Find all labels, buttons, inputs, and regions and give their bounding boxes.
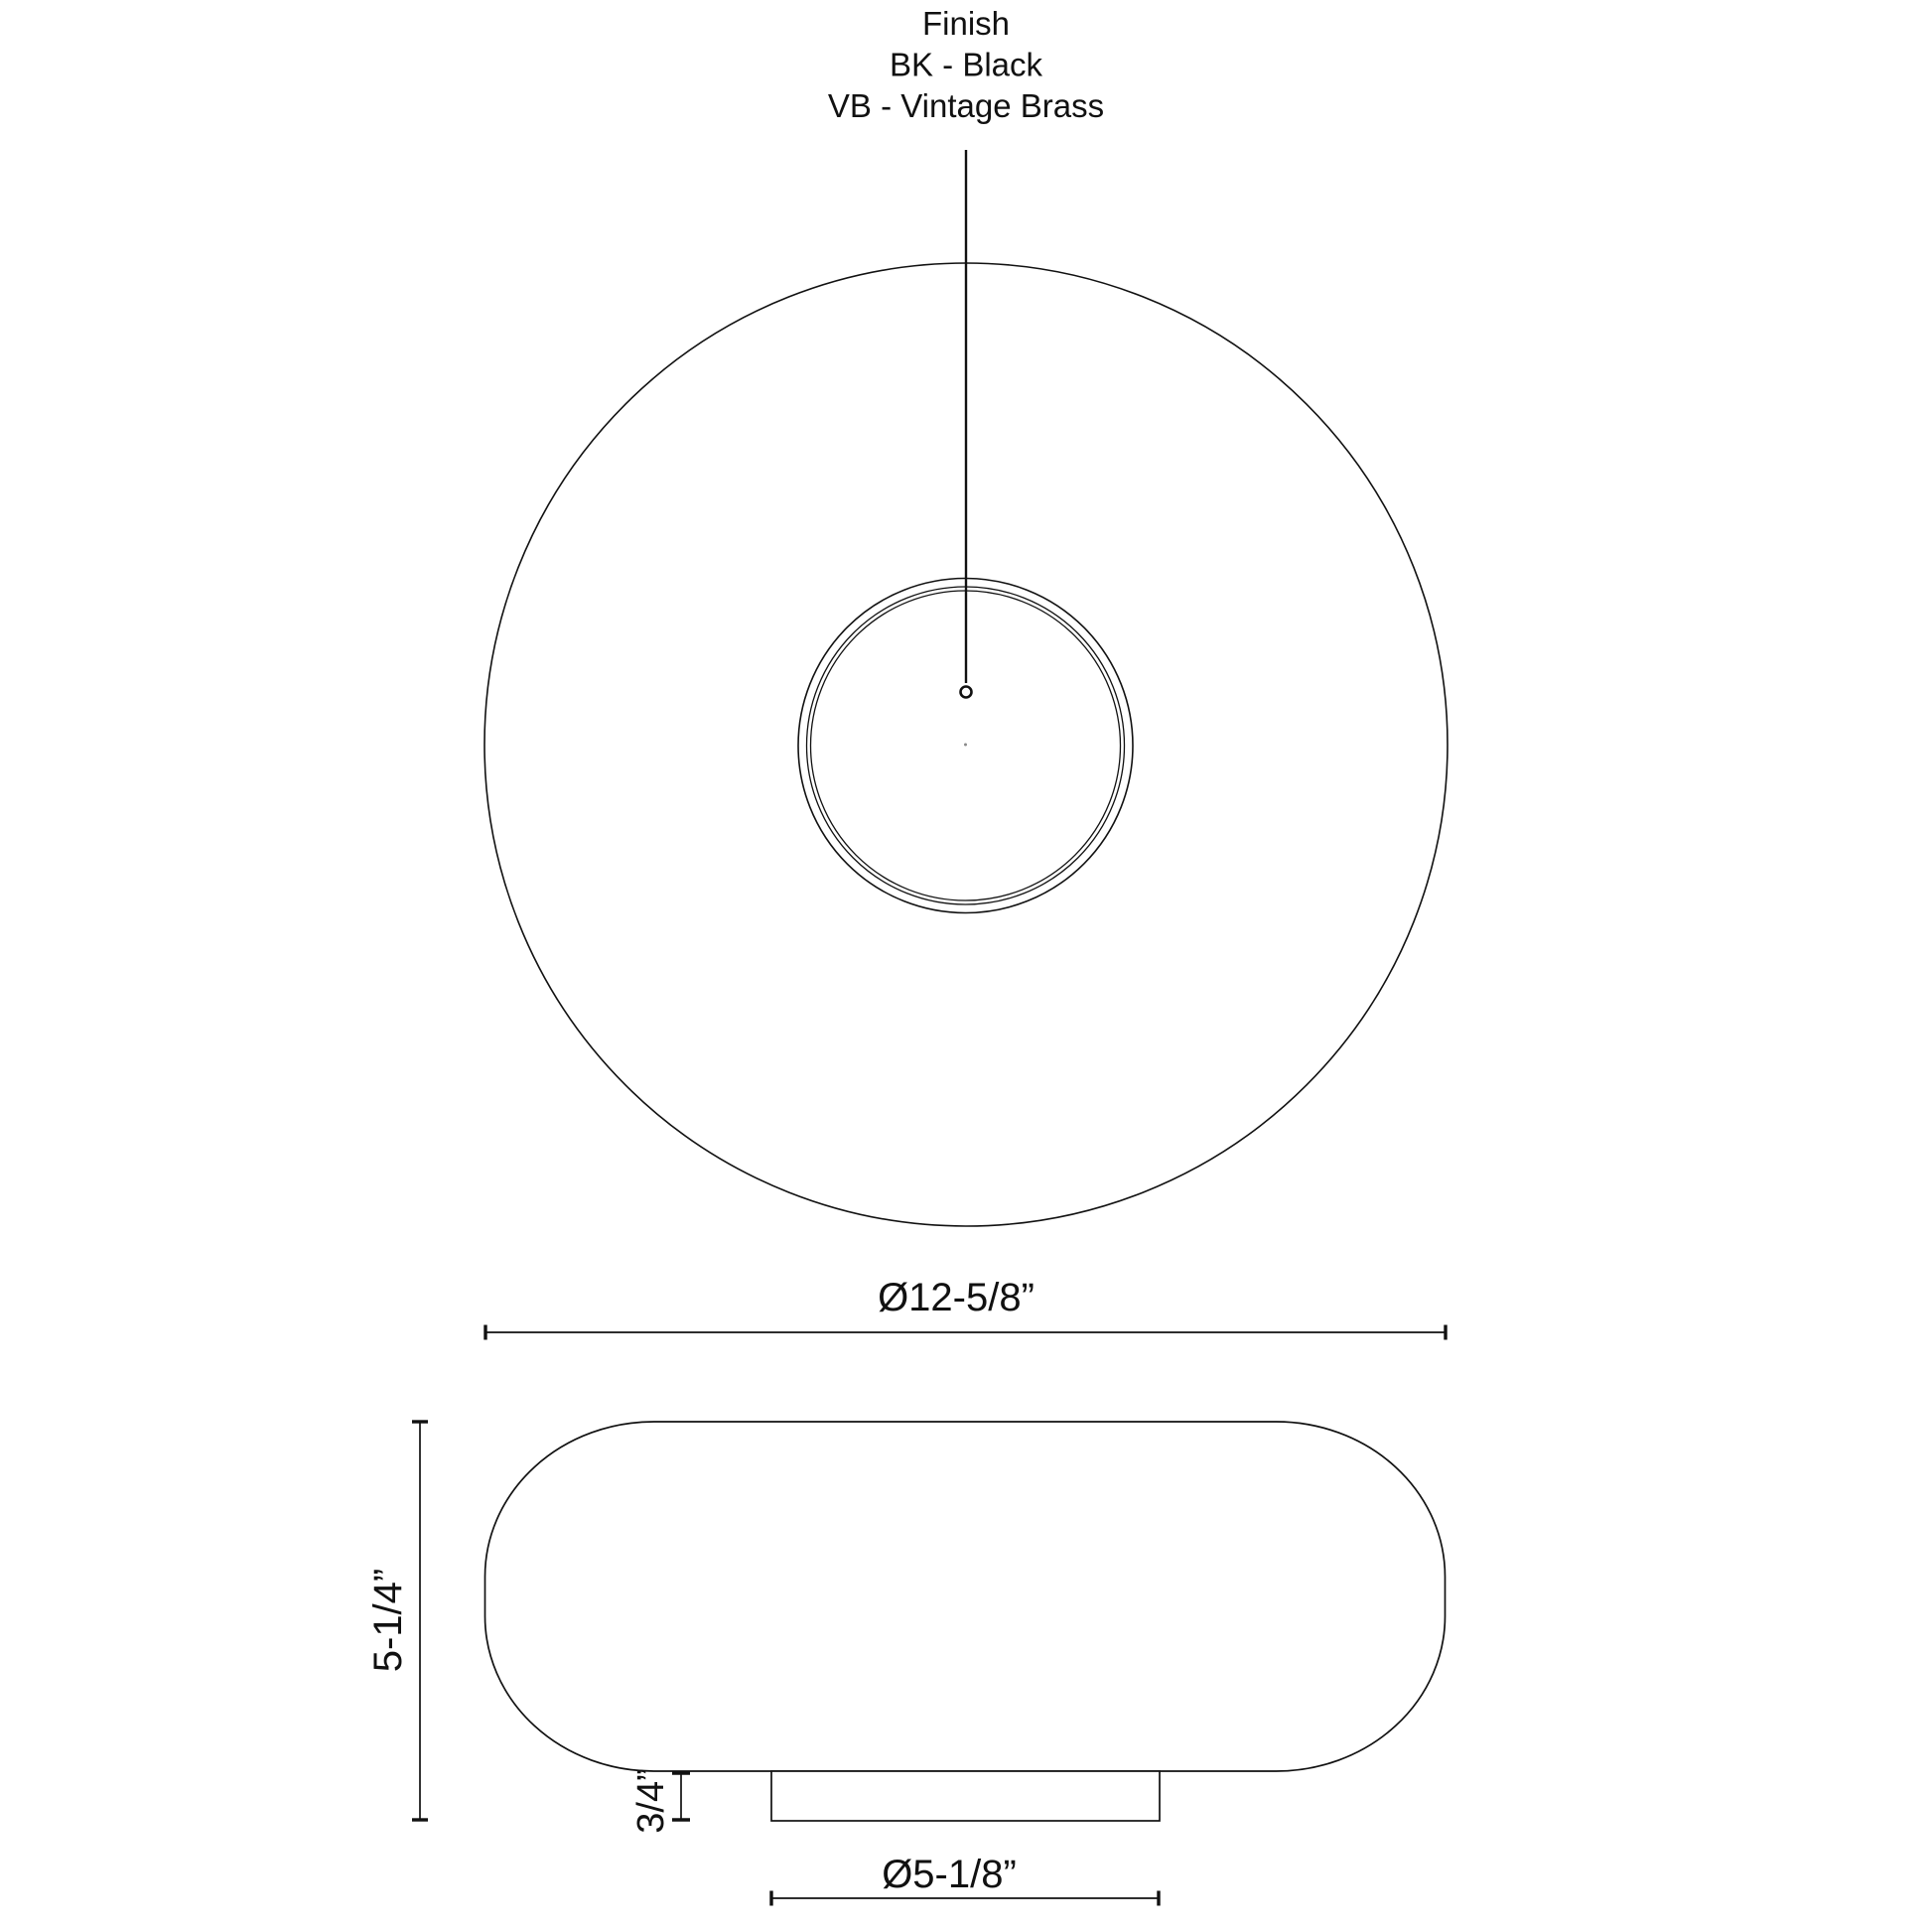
overall-diameter-dimension bbox=[485, 1276, 1446, 1340]
canopy-diameter-dimension bbox=[771, 1853, 1159, 1906]
overall-height-dimension bbox=[366, 1422, 428, 1820]
side-view bbox=[485, 1422, 1446, 1821]
finish-note bbox=[828, 5, 1104, 124]
finish-note-title: Finish bbox=[921, 5, 1011, 42]
canopy-base-profile bbox=[771, 1771, 1160, 1821]
finish-note-option-bk: BK - Black bbox=[889, 46, 1043, 83]
center-mark bbox=[964, 744, 967, 747]
finish-note-option-vb: VB - Vintage Brass bbox=[827, 87, 1105, 124]
finish-leader-endpoint-circle bbox=[961, 687, 972, 698]
canopy-diameter-dim-text: Ø5-1/8” bbox=[882, 1853, 1017, 1896]
overall-height-dim-text: 5-1/4” bbox=[366, 1568, 410, 1673]
overall-diameter-dim-text: Ø12-5/8” bbox=[878, 1276, 1035, 1319]
fixture-body-profile bbox=[485, 1422, 1446, 1771]
canopy-height-dim-text: 3/4” bbox=[630, 1768, 672, 1834]
canopy-height-dimension bbox=[630, 1768, 690, 1833]
